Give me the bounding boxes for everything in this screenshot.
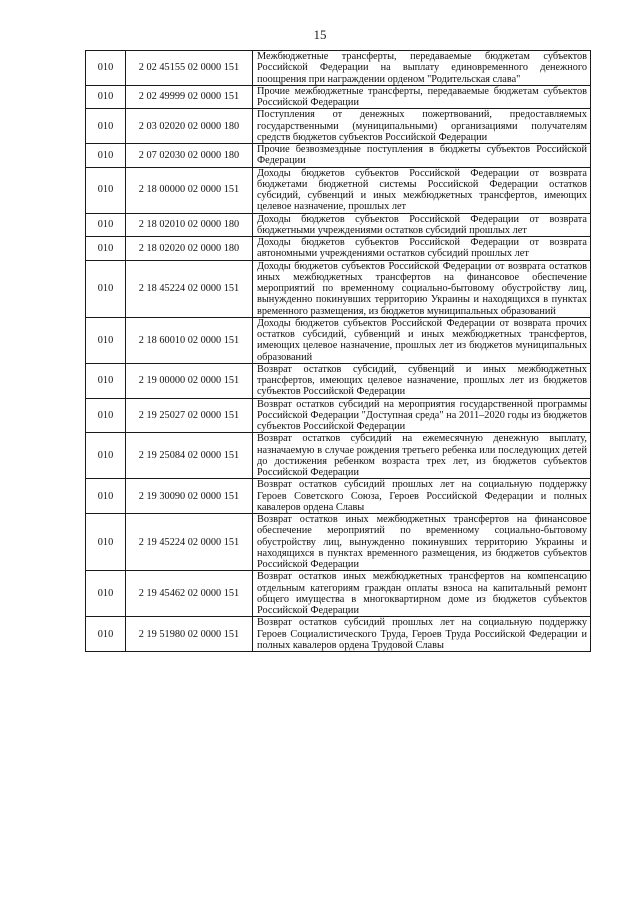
table-row [86,51,591,86]
budget-classification-code-cell: 2 19 45462 02 0000 151 [126,571,253,617]
table-row [86,260,591,317]
admin-code-cell: 010 [86,617,126,652]
admin-code-cell: 010 [86,51,126,86]
revenue-name-cell: Доходы бюджетов субъектов Российской Федерации от возврата прочих остатков субсидий, субвенций и иных межбюджетных трансфертов, имеющих целевое назначение, прошлых лет из бюджетов муниципальных образований [253,317,591,363]
table-row [86,237,591,261]
budget-classification-code-cell: 2 19 25084 02 0000 151 [126,433,253,479]
table-row [86,398,591,433]
table-row [86,617,591,652]
budget-classification-code-cell: 2 19 00000 02 0000 151 [126,363,253,398]
table-row [86,571,591,617]
admin-code-cell: 010 [86,109,126,144]
budget-classification-code-cell: 2 02 49999 02 0000 151 [126,85,253,109]
admin-code-cell: 010 [86,571,126,617]
revenue-name-cell: Возврат остатков субсидий прошлых лет на социальную поддержку Героев Советского Союза, Героев Российской Федерации и полных кавалеров ордена Славы [253,479,591,514]
budget-classification-code-cell: 2 18 60010 02 0000 151 [126,317,253,363]
table-row [86,85,591,109]
admin-code-cell: 010 [86,479,126,514]
revenue-name-cell: Доходы бюджетов субъектов Российской Федерации от возврата остатков иных межбюджетных трансфертов на финансовое обеспечение мероприятий по временному социально-бытовому обустройству лиц, вынужденно покинувших территорию Украины и находящихся в пунктах временного размещения, из бюджетов муниципальных образований [253,260,591,317]
budget-classification-code-cell: 2 19 45224 02 0000 151 [126,514,253,571]
budget-classification-code-cell: 2 19 51980 02 0000 151 [126,617,253,652]
page-number: 15 [313,27,327,42]
table-row [86,363,591,398]
revenue-name-cell: Возврат остатков субсидий прошлых лет на социальную поддержку Героев Социалистического Труда, Героев Труда Российской Федерации и полных кавалеров ордена Трудовой Славы [253,617,591,652]
admin-code-cell: 010 [86,237,126,261]
revenue-name-cell: Прочие безвозмездные поступления в бюджеты субъектов Российской Федерации [253,144,591,168]
table-row [86,317,591,363]
admin-code-cell: 010 [86,167,126,213]
revenue-name-cell: Возврат остатков субсидий на ежемесячную денежную выплату, назначаемую в случае рождения третьего ребенка или последующих детей до достижения ребенком возраста трех лет, из бюджетов субъектов Российской Федерации [253,433,591,479]
budget-classification-code-cell: 2 19 30090 02 0000 151 [126,479,253,514]
admin-code-cell: 010 [86,317,126,363]
table-row [86,213,591,237]
budget-classification-code-cell: 2 07 02030 02 0000 180 [126,144,253,168]
budget-classification-code-cell: 2 18 02010 02 0000 180 [126,213,253,237]
budget-classification-code-cell: 2 03 02020 02 0000 180 [126,109,253,144]
revenue-name-cell: Доходы бюджетов субъектов Российской Федерации от возврата бюджетами бюджетной системы Российской Федерации остатков субсидий, субвенций и иных межбюджетных трансфертов, имеющих целевое назначение, прошлых лет [253,167,591,213]
budget-revenue-table [85,50,591,652]
revenue-name-cell: Прочие межбюджетные трансферты, передаваемые бюджетам субъектов Российской Федерации [253,85,591,109]
table-row [86,514,591,571]
table-row [86,479,591,514]
revenue-name-cell: Возврат остатков иных межбюджетных трансфертов на компенсацию отдельным категориям граждан оплаты взноса на капитальный ремонт общего имущества в многоквартирном доме из бюджетов субъектов Российской Федерации [253,571,591,617]
admin-code-cell: 010 [86,213,126,237]
table-row [86,433,591,479]
budget-classification-code-cell: 2 18 02020 02 0000 180 [126,237,253,261]
revenue-name-cell: Возврат остатков субсидий, субвенций и иных межбюджетных трансфертов, имеющих целевое назначение, прошлых лет из бюджетов субъектов Российской Федерации [253,363,591,398]
admin-code-cell: 010 [86,363,126,398]
revenue-name-cell: Доходы бюджетов субъектов Российской Федерации от возврата бюджетными учреждениями остатков субсидий прошлых лет [253,213,591,237]
table-row [86,109,591,144]
budget-classification-code-cell: 2 18 45224 02 0000 151 [126,260,253,317]
admin-code-cell: 010 [86,433,126,479]
admin-code-cell: 010 [86,260,126,317]
table-body [86,51,591,652]
revenue-name-cell: Возврат остатков иных межбюджетных трансфертов на финансовое обеспечение мероприятий по временному социально-бытовому обустройству лиц, вынужденно покинувших территорию Украины и находящихся в пунктах временного размещения, из бюджетов субъектов Российской Федерации [253,514,591,571]
budget-classification-code-cell: 2 18 00000 02 0000 151 [126,167,253,213]
revenue-name-cell: Доходы бюджетов субъектов Российской Федерации от возврата автономными учреждениями остатков субсидий прошлых лет [253,237,591,261]
admin-code-cell: 010 [86,85,126,109]
admin-code-cell: 010 [86,144,126,168]
table-row [86,167,591,213]
revenue-name-cell: Возврат остатков субсидий на мероприятия государственной программы Российской Федерации "Доступная среда" на 2011–2020 годы из бюджетов субъектов Российской Федерации [253,398,591,433]
admin-code-cell: 010 [86,398,126,433]
table-row [86,144,591,168]
revenue-name-cell: Поступления от денежных пожертвований, предоставляемых государственными (муниципальными) организациями получателям средств бюджетов субъектов Российской Федерации [253,109,591,144]
revenue-name-cell: Межбюджетные трансферты, передаваемые бюджетам субъектов Российской Федерации на выплату единовременного денежного поощрения при награждении орденом "Родительская слава" [253,51,591,86]
budget-classification-code-cell: 2 02 45155 02 0000 151 [126,51,253,86]
budget-classification-code-cell: 2 19 25027 02 0000 151 [126,398,253,433]
admin-code-cell: 010 [86,514,126,571]
